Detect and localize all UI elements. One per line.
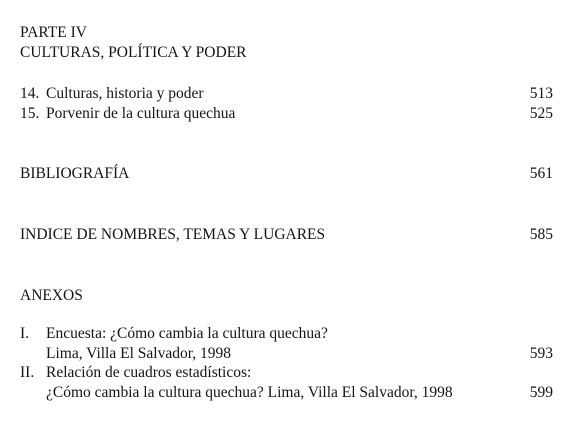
annex-title-line-2: ¿Cómo cambia la cultura quechua? Lima, Villa El Salvador, 1998 — [46, 384, 453, 401]
chapter-page: 513 — [529, 85, 553, 102]
chapter-number: 14. — [20, 85, 40, 102]
part-title: CULTURAS, POLÍTICA Y PODER — [20, 44, 247, 61]
annex-number: II. — [20, 364, 35, 381]
annex-title-line-2: Lima, Villa El Salvador, 1998 — [46, 345, 231, 362]
chapter-page: 525 — [529, 105, 553, 122]
bibliography-page: 561 — [529, 165, 553, 182]
bibliography-title: BIBLIOGRAFÍA — [20, 165, 130, 182]
chapter-title: Porvenir de la cultura quechua — [46, 105, 236, 122]
annexes-title: ANEXOS — [20, 287, 83, 304]
annex-title-line-1: Encuesta: ¿Cómo cambia la cultura quechua? — [46, 325, 328, 342]
index-title: INDICE DE NOMBRES, TEMAS Y LUGARES — [20, 226, 326, 243]
index-page: 585 — [529, 226, 553, 243]
chapter-title: Culturas, historia y poder — [46, 85, 204, 102]
part-label: PARTE IV — [20, 24, 87, 41]
annex-number: I. — [20, 325, 30, 342]
annex-page: 593 — [529, 345, 553, 362]
annex-title-line-1: Relación de cuadros estadísticos: — [46, 364, 252, 381]
annex-page: 599 — [529, 384, 553, 401]
chapter-number: 15. — [20, 105, 40, 122]
